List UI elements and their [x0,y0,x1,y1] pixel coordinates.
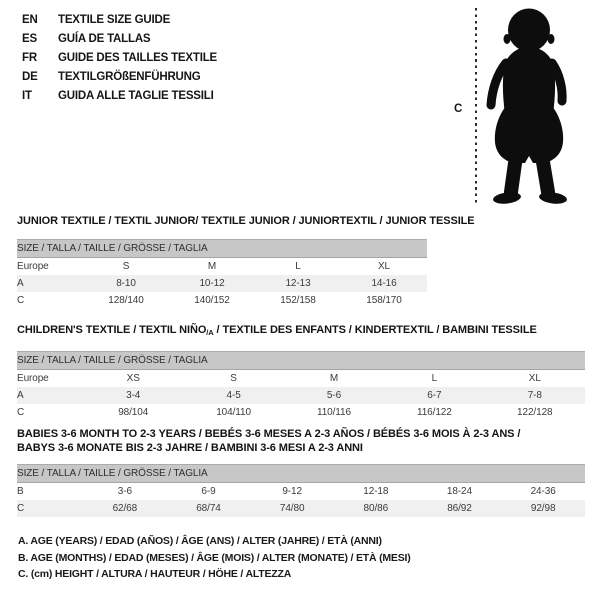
size-cell: S [122,261,130,272]
baby-silhouette-icon [483,6,577,205]
size-cell: 110/116 [316,407,351,418]
language-title: GUÍA DE TALLAS [58,33,151,45]
row-label: Europe [17,261,49,272]
language-title: GUIDE DES TAILLES TEXTILE [58,52,217,64]
language-title: TEXTILGRÖßENFÜHRUNG [58,71,201,83]
title-part: CHILDREN'S TEXTILE / TEXTIL NIÑO [17,324,207,336]
table-row [17,387,585,404]
size-cell: L [431,373,438,384]
size-cell: 98/104 [118,407,149,418]
size-cell: 74/80 [250,500,334,517]
language-code: EN [22,14,38,26]
row-label: C [17,295,25,306]
size-cell: 152/158 [280,295,316,306]
childrens-size-table [17,351,585,421]
footnote-a: A. AGE (YEARS) / EDAD (AÑOS) / ÂGE (ANS) / ALTER (JAHRE) / ETÀ (ANNI) [18,535,382,547]
size-cell: 128/140 [108,295,144,306]
size-cell: 24-36 [530,486,556,497]
language-code: IT [22,90,32,102]
size-cell: 12-13 [255,275,341,292]
size-cell: 3-4 [83,387,183,404]
language-row [22,49,217,68]
table-row [17,483,585,501]
row-label: A [17,275,83,292]
language-title: GUIDA ALLE TAGLIE TESSILI [58,90,214,102]
size-cell: 80/86 [334,500,418,517]
size-cell: 14-16 [341,275,427,292]
footnote-b: B. AGE (MONTHS) / EDAD (MESES) / ÂGE (MOIS) / ALTER (MONATE) / ETÀ (MESI) [18,551,411,564]
size-cell: 18-24 [446,486,472,497]
footnotes [18,533,411,583]
babies-section-title-line1: BABIES 3-6 MONTH TO 2-3 YEARS / BEBÉS 3-6 MESES A 2-3 AÑOS / BÉBÉS 3-6 MOIS À 2-3 ANS / [17,428,521,440]
size-cell: 92/98 [501,500,585,517]
babies-textile-section [17,427,585,517]
childrens-section-title [17,323,585,340]
table-row [17,370,585,388]
size-cell: 122/128 [517,407,553,418]
row-label: Europe [17,373,49,384]
height-dotted-line [475,8,477,206]
size-cell: XL [377,261,391,272]
language-row [22,11,217,30]
size-cell: 116/122 [417,407,452,418]
table-row [17,292,427,309]
babies-section-title-line2: BABYS 3-6 MONATE BIS 2-3 JAHRE / BAMBINI 3-6 MESI A 2-3 ANNI [17,442,363,454]
size-cell: 5-6 [284,387,384,404]
language-code: ES [22,33,37,45]
language-code: FR [22,52,37,64]
junior-size-table [17,239,427,309]
size-header-row [17,465,585,483]
row-label: C [17,500,83,517]
size-cell: 3-6 [117,486,132,497]
size-cell: S [230,373,237,384]
language-row [22,68,217,87]
title-subscript: /A [206,328,214,337]
childrens-textile-section [17,323,585,421]
junior-textile-section [17,214,475,309]
table-row [17,275,427,292]
size-header-row [17,352,585,370]
size-cell: 10-12 [169,275,255,292]
row-label: C [17,407,25,418]
title-part: / TEXTILE DES ENFANTS / KINDERTEXTIL / BAMBINI TESSILE [213,324,537,336]
junior-section-title: JUNIOR TEXTILE / TEXTIL JUNIOR/ TEXTILE JUNIOR / JUNIORTEXTIL / JUNIOR TESSILE [17,215,475,227]
size-cell: 8-10 [83,275,169,292]
size-header-row [17,240,427,258]
size-cell: 12-18 [363,486,389,497]
table-row [17,500,585,517]
language-row [22,30,217,49]
size-cell: 6-9 [201,486,216,497]
row-label: B [17,486,24,497]
size-header-cell: SIZE / TALLA / TAILLE / GRÖSSE / TAGLIA [17,240,427,258]
row-label: A [17,387,83,404]
height-label: C [454,103,463,115]
footnote-c: C. (cm) HEIGHT / ALTURA / HAUTEUR / HÖHE / ALTEZZA [18,568,292,580]
size-cell: 4-5 [183,387,283,404]
size-cell: 6-7 [384,387,484,404]
height-figure [440,0,600,215]
size-cell: XL [528,373,541,384]
language-title-list [22,11,217,106]
language-title: TEXTILE SIZE GUIDE [58,14,171,26]
language-row [22,87,217,106]
table-row [17,258,427,276]
babies-size-table [17,464,585,517]
size-header-cell: SIZE / TALLA / TAILLE / GRÖSSE / TAGLIA [17,465,585,483]
size-cell: 158/170 [366,295,402,306]
size-cell: M [329,373,339,384]
size-cell: M [207,261,217,272]
size-cell: 140/152 [194,295,230,306]
table-row [17,404,585,421]
size-cell: 68/74 [167,500,251,517]
size-cell: 86/92 [418,500,502,517]
size-cell: XS [126,373,140,384]
language-code: DE [22,71,38,83]
size-cell: 104/110 [216,407,251,418]
size-header-cell: SIZE / TALLA / TAILLE / GRÖSSE / TAGLIA [17,352,585,370]
size-cell: 7-8 [485,387,585,404]
size-cell: 62/68 [83,500,167,517]
size-cell: 9-12 [282,486,302,497]
size-cell: L [295,261,301,272]
